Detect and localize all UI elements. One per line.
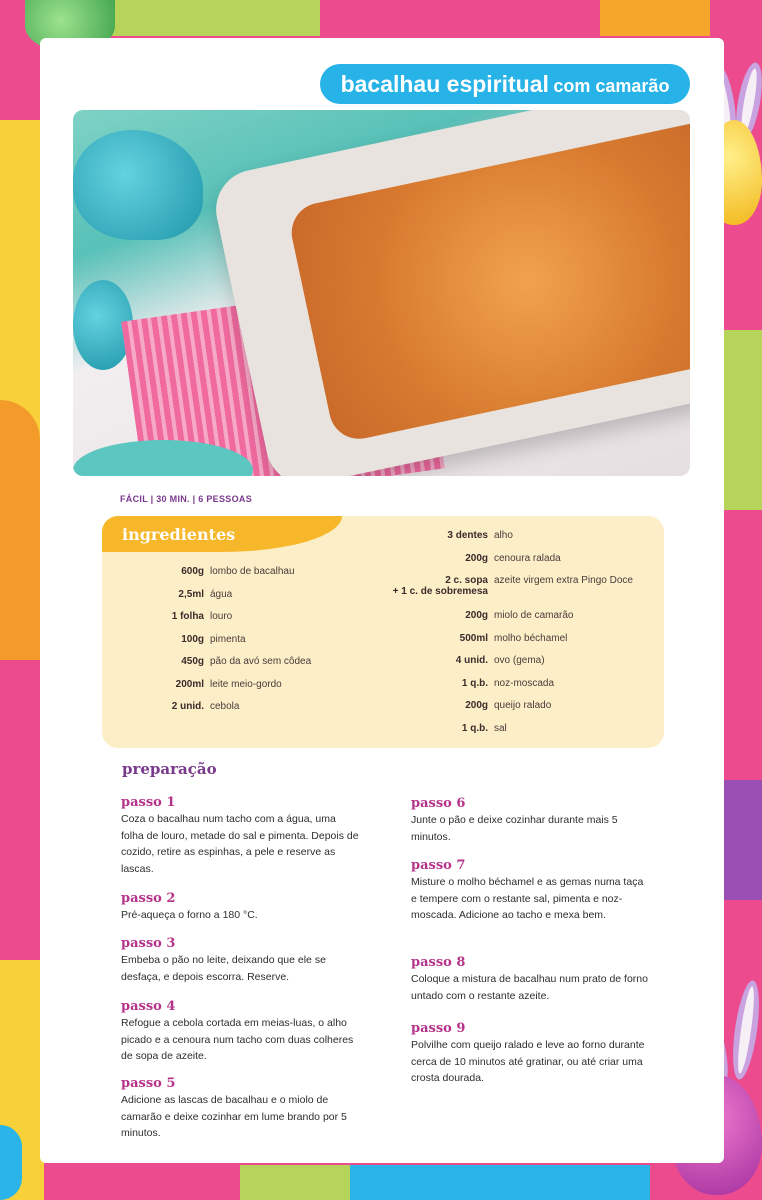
- step-text: Embeba o pão no leite, deixando que ele se desfaça, e depois escorra. Reserve.: [121, 954, 326, 983]
- ingredient-name: queijo ralado: [494, 700, 552, 711]
- recipe-meta: FÁCIL | 30 MIN. | 6 PESSOAS: [120, 494, 252, 504]
- ingredient-qty-line1: 2 c. sopa: [445, 575, 488, 586]
- ingredient-qty: 200ml: [175, 678, 204, 690]
- ingredient-name: água: [210, 588, 233, 600]
- recipe-title-small: com camarão: [553, 76, 670, 96]
- step-text: Adicione as lascas de bacalhau e o miolo de camarão e deixe cozinhar em lume brando por 5 minutos.: [121, 1094, 347, 1139]
- ingredient-qty: 1 folha: [171, 611, 204, 622]
- recipe-title-main: bacalhau espiritual: [340, 71, 549, 97]
- bg-block-green-bottom: [240, 1165, 350, 1200]
- ingredient-name: molho béchamel: [494, 632, 568, 644]
- bg-block-blue-bottom: [350, 1165, 650, 1200]
- step-title: passo 1: [121, 795, 176, 810]
- step-title: passo 5: [121, 1076, 176, 1091]
- ingredient-name: pimenta: [210, 633, 246, 645]
- ingredient-qty: 200g: [465, 610, 488, 621]
- ceramic-bird-icon: [73, 130, 203, 240]
- ingredients-box: [102, 516, 664, 748]
- ingredients-heading: ingredientes: [122, 525, 236, 544]
- step-title: passo 7: [411, 858, 466, 873]
- bg-block-orange: [600, 0, 710, 36]
- ingredient-qty: 600g: [181, 566, 204, 577]
- bg-block-purple-right: [724, 780, 762, 900]
- ingredient-qty: 200g: [465, 700, 488, 711]
- easter-egg-icon: [0, 1125, 22, 1200]
- bunny-ear-icon: [728, 979, 762, 1081]
- preparation-heading: preparação: [122, 760, 217, 778]
- ingredient-qty: 450g: [181, 656, 204, 667]
- ingredient-name: miolo de camarão: [494, 610, 574, 621]
- ingredient-qty: [393, 575, 488, 597]
- step-title: passo 3: [121, 936, 176, 951]
- ingredient-name: azeite virgem extra Pingo Doce: [494, 575, 633, 586]
- step-title: passo 8: [411, 955, 466, 970]
- step-text: Refogue a cebola cortada em meias-luas, o alho picado e a cenoura num tacho com duas colheres de sopa de azeite.: [121, 1017, 354, 1062]
- ingredient-qty: 2,5ml: [178, 588, 204, 600]
- step-8: [411, 955, 651, 1004]
- ingredient-qty-line2: + 1 c. de sobremesa: [392, 586, 488, 597]
- step-9: [411, 1021, 651, 1087]
- step-text: Junte o pão e deixe cozinhar durante mais 5 minutos.: [411, 814, 618, 843]
- step-1: [121, 795, 361, 877]
- bg-block-green-right: [724, 330, 762, 510]
- ingredient-qty: 1 q.b.: [461, 722, 488, 734]
- ingredient-qty: 100g: [181, 633, 204, 645]
- step-title: passo 6: [411, 796, 466, 811]
- ingredient-name: noz-moscada: [494, 677, 555, 689]
- ingredient-name: cenoura ralada: [494, 552, 561, 564]
- bg-block-green: [110, 0, 320, 36]
- step-title: passo 9: [411, 1021, 466, 1036]
- step-text: Misture o molho béchamel e as gemas numa taça e tempere com o restante sal, pimenta e noz-moscada. Adicione ao tacho e mexa bem.: [411, 876, 644, 921]
- step-title: passo 4: [121, 999, 176, 1014]
- step-text: Coloque a mistura de bacalhau num prato de forno untado com o restante azeite.: [411, 973, 648, 1002]
- step-text: Coza o bacalhau num tacho com a água, uma folha de louro, metade do sal e pimenta. Depois de cozido, retire as espinhas, a pele e reserve as lascas.: [121, 813, 359, 875]
- ingredient-qty: 3 dentes: [447, 530, 488, 541]
- ingredient-name: sal: [494, 722, 507, 734]
- ingredient-name: alho: [494, 530, 513, 541]
- ingredient-qty: 200g: [465, 552, 488, 564]
- ingredient-name: ovo (gema): [494, 655, 545, 666]
- step-title: passo 2: [121, 891, 176, 906]
- recipe-photo: [73, 110, 690, 476]
- step-text: Pré-aqueça o forno a 180 °C.: [121, 909, 258, 921]
- bg-block-orange-left: [0, 400, 40, 660]
- ingredient-qty: 1 q.b.: [461, 677, 488, 689]
- ingredient-name: louro: [210, 611, 233, 622]
- ingredient-name: leite meio-gordo: [210, 678, 282, 690]
- step-4: [121, 999, 361, 1065]
- step-5: [121, 1076, 361, 1142]
- ingredient-qty: 2 unid.: [171, 701, 204, 712]
- step-7: [411, 858, 651, 924]
- ingredient-name: lombo de bacalhau: [210, 566, 295, 577]
- recipe-title: [320, 64, 690, 104]
- ingredient-qty: 500ml: [459, 632, 488, 644]
- ingredient-name: pão da avó sem côdea: [210, 656, 312, 667]
- step-text: Polvilhe com queijo ralado e leve ao forno durante cerca de 10 minutos até gratinar, ou até criar uma crosta dourada.: [411, 1039, 645, 1084]
- ingredient-qty: 4 unid.: [455, 655, 488, 666]
- step-3: [121, 936, 361, 985]
- step-2: [121, 891, 361, 924]
- ingredient-name: cebola: [210, 701, 240, 712]
- step-6: [411, 796, 651, 845]
